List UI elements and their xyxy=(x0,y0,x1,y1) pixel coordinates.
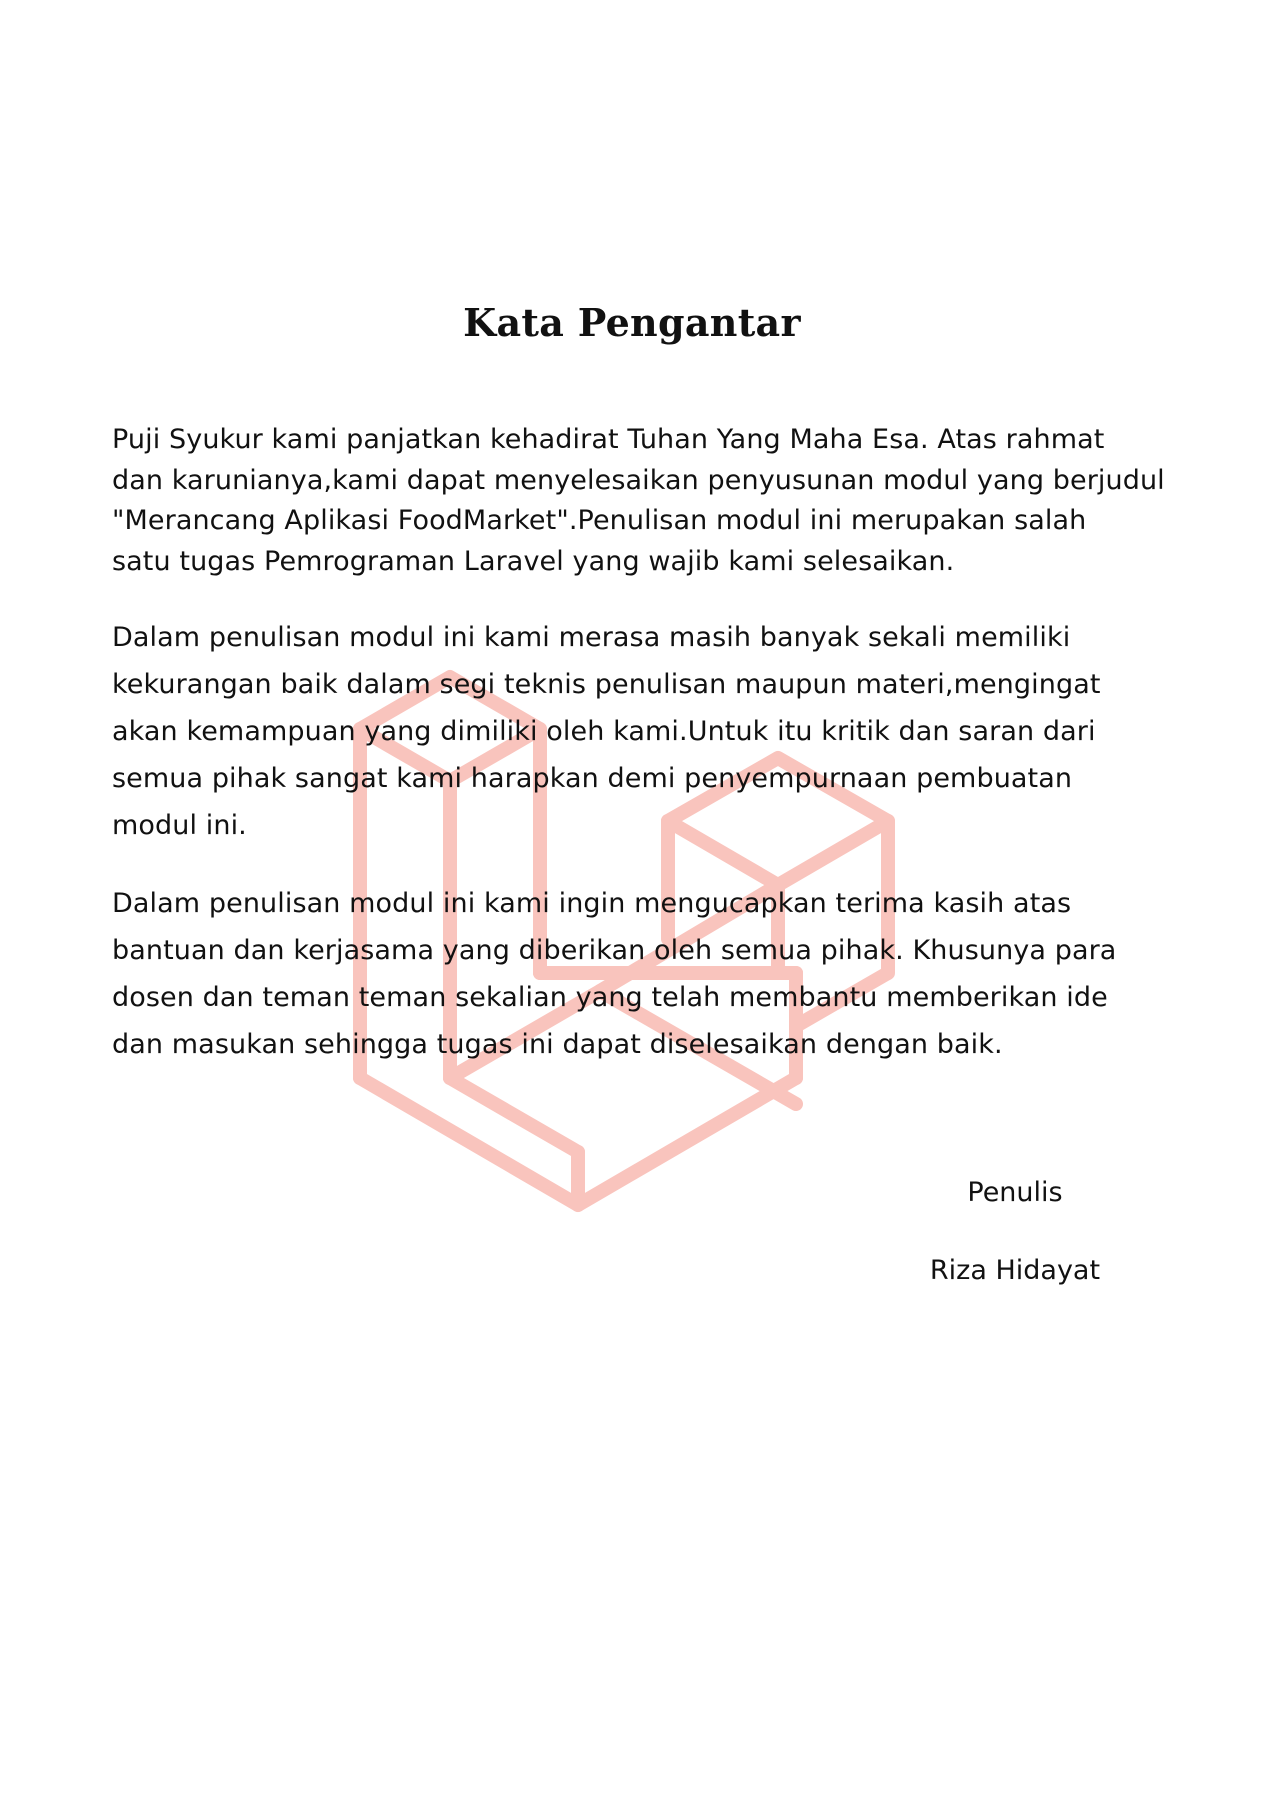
signature-role: Penulis xyxy=(967,1177,1063,1208)
paragraph-3 xyxy=(112,880,1162,1068)
paragraph-line: modul ini. xyxy=(112,810,247,841)
paragraph-2 xyxy=(112,614,1162,849)
paragraph-line: "Merancang Aplikasi FoodMarket".Penulisan modul ini merupakan salah xyxy=(112,505,1087,536)
paragraph-line: Puji Syukur kami panjatkan kehadirat Tuhan Yang Maha Esa. Atas rahmat xyxy=(112,424,1105,455)
paragraph-line: Dalam penulisan modul ini kami ingin mengucapkan terima kasih atas xyxy=(112,888,1072,919)
paragraph-line: semua pihak sangat kami harapkan demi penyempurnaan pembuatan xyxy=(112,763,1073,794)
paragraph-line: kekurangan baik dalam segi teknis penulisan maupun materi,mengingat xyxy=(112,669,1101,700)
paragraph-line: akan kemampuan yang dimiliki oleh kami.Untuk itu kritik dan saran dari xyxy=(112,716,1096,747)
paragraph-line: bantuan dan kerjasama yang diberikan oleh semua pihak. Khusunya para xyxy=(112,935,1117,966)
paragraph-line: Dalam penulisan modul ini kami merasa masih banyak sekali memiliki xyxy=(112,622,1071,653)
signature-name: Riza Hidayat xyxy=(929,1255,1101,1286)
paragraph-line: dosen dan teman teman sekalian yang telah membantu memberikan ide xyxy=(112,982,1108,1013)
paragraph-1 xyxy=(112,420,1165,582)
paragraph-line: satu tugas Pemrograman Laravel yang wajib kami selesaikan. xyxy=(112,545,955,577)
paragraph-line: dan karunianya,kami dapat menyelesaikan penyusunan modul yang berjudul xyxy=(112,464,1165,496)
page-title: Kata Pengantar xyxy=(463,300,801,345)
paragraph-line: dan masukan sehingga tugas ini dapat diselesaikan dengan baik. xyxy=(112,1029,1003,1060)
